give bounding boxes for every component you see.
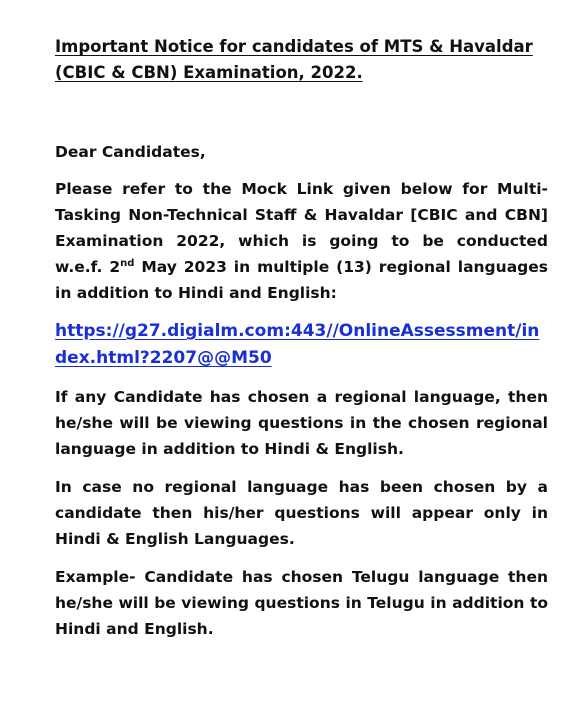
intro-text-part-1: Please refer to the Mock Link given below for Multi-Tasking Non-Technical Staff & Havaldar [CBIC and CBN] Examination 2022, which is going to be conducted w.e.f. 2: [55, 180, 548, 276]
regional-language-paragraph: If any Candidate has chosen a regional language, then he/she will be viewing questions in the chosen regional language in addition to Hindi & English.: [55, 388, 548, 458]
notice-title: [55, 34, 548, 86]
mock-link-intro-paragraph: [55, 176, 548, 306]
notice-title-line-1: Important Notice for candidates of MTS & Havaldar: [55, 37, 533, 56]
ordinal-suffix: nd: [120, 257, 135, 269]
notice-document: [55, 34, 548, 654]
greeting: Dear Candidates,: [55, 143, 206, 161]
mock-test-link[interactable]: https://g27.digialm.com:443//OnlineAssessment/index.html?2207@@M50: [55, 321, 540, 368]
notice-title-line-2: (CBIC & CBN) Examination, 2022.: [55, 63, 363, 82]
example-paragraph: Example- Candidate has chosen Telugu language then he/she will be viewing questions in Telugu in addition to Hindi and English.: [55, 568, 548, 638]
mock-link-paragraph: [55, 318, 548, 372]
no-regional-language-paragraph: In case no regional language has been chosen by a candidate then his/her questions will appear only in Hindi & English Languages.: [55, 478, 548, 548]
intro-text-part-2: May 2023 in multiple (13) regional languages in addition to Hindi and English:: [55, 258, 548, 302]
